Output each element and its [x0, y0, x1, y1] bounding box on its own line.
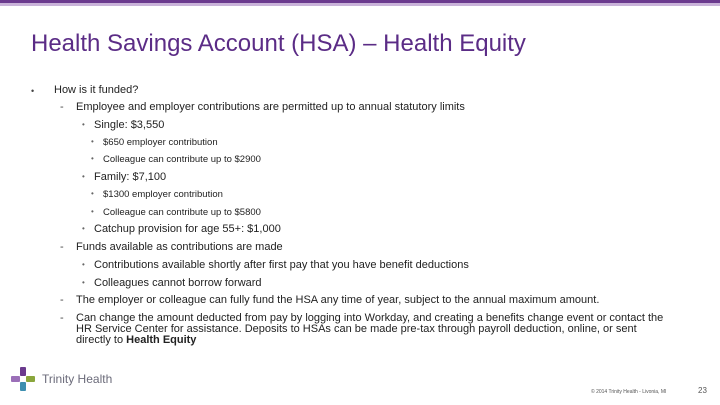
item-single: Single: $3,550	[94, 119, 165, 131]
item-contributions-available: Contributions available shortly after first pay that you have benefit deductions	[94, 259, 469, 271]
item-cannot-borrow: Colleagues cannot borrow forward	[94, 277, 262, 289]
trinity-health-logo	[10, 366, 150, 394]
slide-title: Health Savings Account (HSA) – Health Equity	[31, 30, 526, 57]
bullet-icon: •	[82, 278, 85, 287]
bullet-icon: •	[82, 260, 85, 269]
item-fully-fund: The employer or colleague can fully fund the HSA any time of year, subject to the annual maximum amount.	[76, 294, 600, 306]
dash-icon: -	[60, 241, 64, 253]
bullet-icon: •	[91, 207, 94, 216]
bullet-icon: •	[91, 137, 94, 146]
item-family: Family: $7,100	[94, 171, 167, 183]
item-catchup: Catchup provision for age 55+: $1,000	[94, 223, 281, 235]
item-single-colleague: Colleague can contribute up to $2900	[103, 154, 261, 165]
item-change-amount	[76, 313, 666, 346]
bullet-icon: •	[91, 154, 94, 163]
health-equity-bold: Health Equity	[126, 334, 197, 346]
logo-text: Trinity Health	[42, 372, 113, 386]
page-number: 23	[698, 386, 707, 395]
dash-icon: -	[60, 101, 64, 113]
trinity-cross-icon	[10, 366, 36, 392]
bullet-icon: •	[82, 172, 85, 181]
bullet-icon: •	[82, 120, 85, 129]
change-amount-text: Can change the amount deducted from pay by logging into Workday, and creating a benefits change event or contact the HR Service Center for assistance. Deposits to HSAs can be made pre-tax through payroll deduction, online, or sent directly to	[76, 312, 664, 346]
bullet-icon: •	[82, 224, 85, 233]
item-single-employer: $650 employer contribution	[103, 137, 218, 148]
copyright-note: © 2014 Trinity Health - Livonia, MI	[591, 389, 667, 395]
item-family-employer: $1300 employer contribution	[103, 189, 223, 200]
bullet-icon: •	[31, 86, 35, 96]
item-funds-available: Funds available as contributions are made	[76, 241, 283, 253]
dash-icon: -	[60, 294, 64, 306]
bullet-icon: •	[91, 189, 94, 198]
item-family-colleague: Colleague can contribute up to $5800	[103, 207, 261, 218]
bullet-how-funded: How is it funded?	[54, 84, 139, 96]
item-employee-contributions: Employee and employer contributions are permitted up to annual statutory limits	[76, 101, 465, 113]
dash-icon: -	[60, 312, 64, 324]
